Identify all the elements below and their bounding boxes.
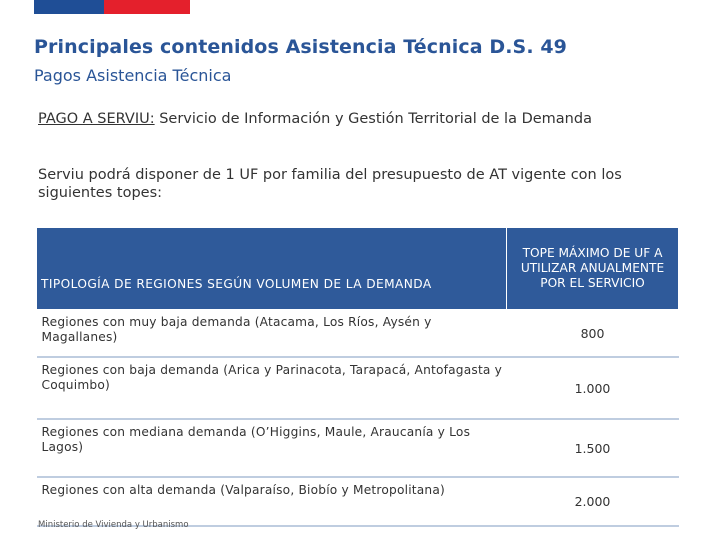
region-cell: Regiones con muy baja demanda (Atacama, Los Ríos, Aysén y Magallanes) [41, 315, 432, 344]
header-max-uf: TOPE MÁXIMO DE UF A UTILIZAR ANUALMENTE POR EL SERVICIO [507, 228, 679, 310]
payment-paragraph [38, 110, 678, 128]
payment-text: Servicio de Información y Gestión Territorial de la Demanda [154, 111, 592, 127]
region-cell: Regiones con mediana demanda (O’Higgins, Maule, Araucanía y Los Lagos) [41, 425, 471, 454]
value-cell: 1.500 [574, 440, 611, 456]
page-title: Principales contenidos Asistencia Técnica D.S. 49 [34, 36, 567, 58]
table-row [37, 420, 679, 476]
region-cell: Regiones con alta demanda (Valparaíso, Biobío y Metropolitana) [41, 483, 445, 497]
flag-red-segment [104, 0, 190, 14]
page-subtitle: Pagos Asistencia Técnica [34, 66, 232, 85]
table-header-row [37, 228, 679, 310]
flag-blue-segment [34, 0, 104, 14]
payment-label: PAGO A SERVIU: [38, 111, 155, 127]
description-paragraph: Serviu podrá disponer de 1 UF por familia del presupuesto de AT vigente con los siguientes topes: [38, 167, 622, 201]
regions-table [36, 227, 679, 527]
flag-stripe [34, 0, 190, 14]
table-row [37, 310, 679, 357]
footer-ministry: Ministerio de Vivienda y Urbanismo [38, 520, 189, 530]
table-row [37, 478, 679, 525]
region-cell: Regiones con baja demanda (Arica y Parinacota, Tarapacá, Antofagasta y Coquimbo) [41, 363, 503, 392]
value-cell: 800 [580, 325, 605, 341]
value-cell: 1.000 [574, 380, 611, 396]
header-region-type: TIPOLOGÍA DE REGIONES SEGÚN VOLUMEN DE LA DEMANDA [37, 228, 507, 310]
table-row [37, 358, 679, 418]
value-cell: 2.000 [574, 494, 611, 509]
